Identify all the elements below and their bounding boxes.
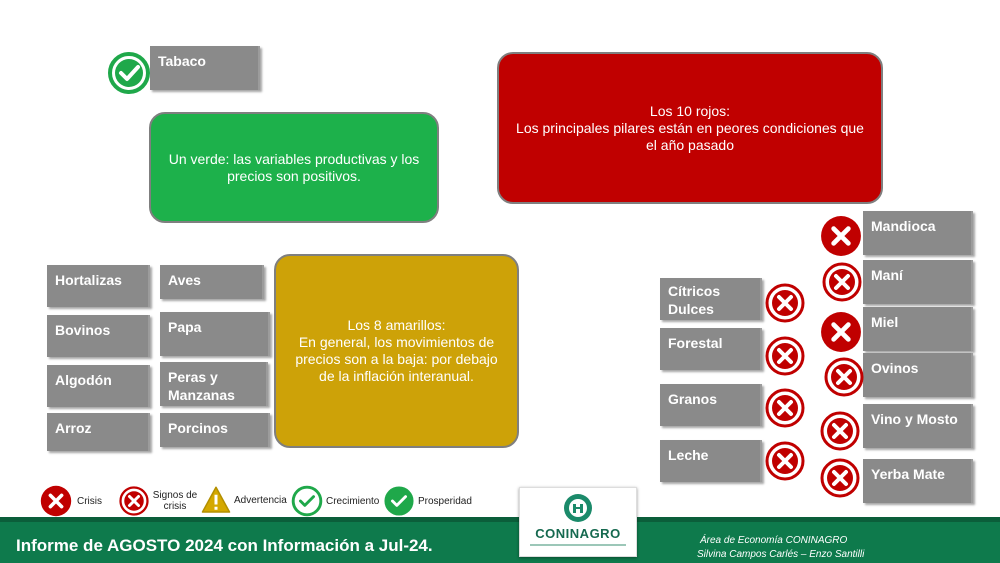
footer-area: Área de Economía CONINAGRO [700,535,848,546]
tile-yerba-mate: Yerba Mate [863,459,973,503]
x-circle-icon [822,262,862,307]
x-circle-icon [765,283,805,328]
yellow-summary-panel [274,254,519,448]
crisis-icon [40,485,72,517]
red-summary-panel [497,52,883,204]
footer-title: Informe de AGOSTO 2024 con Información a Jul-24. [16,536,433,555]
tile-forestal: Forestal [660,328,762,370]
tile-leche: Leche [660,440,762,482]
legend-crisis-label: Crisis [77,495,102,507]
legend-crecimiento [291,485,379,517]
x-circle-icon [765,441,805,486]
coninagro-logo-card [519,487,637,557]
tile-peras-manzanas: Peras y Manzanas [160,362,268,406]
tile-hortalizas: Hortalizas [47,265,150,307]
tile-papa: Papa [160,312,270,356]
prosperity-check-icon [107,51,151,100]
legend-crisis [40,485,102,517]
tile-bovinos: Bovinos [47,315,150,357]
legend-signos-label: Signos de crisis [152,490,198,512]
tile-mani: Maní [863,260,973,304]
tile-mandioca: Mandioca [863,211,973,255]
x-circle-icon [820,311,862,358]
coninagro-logo-icon [563,493,593,523]
tile-granos: Granos [660,384,762,426]
legend-prosperidad-label: Prosperidad [418,495,472,507]
tile-vino-mosto: Vino y Mosto [863,404,973,448]
prosperity-check-icon [383,485,415,517]
green-summary-panel [149,112,439,223]
green-summary-text: Un verde: las variables productivas y los precios son positivos. [168,150,420,184]
coninagro-logo-tagline [530,544,626,546]
legend-advertencia-label: Advertencia [234,494,287,506]
legend-advertencia [201,485,287,515]
tile-arroz: Arroz [47,413,150,451]
tile-porcinos: Porcinos [160,413,270,447]
tile-aves: Aves [160,265,264,299]
tile-tabaco: Tabaco [150,46,260,90]
footer-authors: Silvina Campos Carlés – Enzo Santilli [697,549,865,560]
legend-crecimiento-label: Crecimiento [326,495,380,507]
yellow-summary-title: Los 8 amarillos: [347,317,446,333]
warning-crisis-icon [119,486,149,516]
yellow-summary-text: En general, los movimientos de precios son a la baja: por debajo de la inflación interanual. [295,334,498,384]
legend-prosperidad [383,485,472,517]
x-circle-icon [820,458,860,503]
x-circle-icon [820,411,860,456]
tile-ovinos: Ovinos [863,353,973,397]
coninagro-logo-text: CONINAGRO [535,526,621,541]
warning-triangle-icon [201,485,231,515]
red-summary-title: Los 10 rojos: [649,102,731,119]
x-circle-icon [820,215,862,262]
x-circle-icon [765,388,805,433]
tile-citricos-dulces: Cítricos Dulces [660,278,762,320]
legend-signos-crisis [119,486,198,516]
red-summary-text: Los principales pilares están en peores condiciones que el año pasado [516,119,864,153]
x-circle-icon [824,357,864,402]
tile-algodon: Algodón [47,365,150,407]
tile-miel: Miel [863,307,973,351]
x-circle-icon [765,336,805,381]
growth-check-icon [291,485,323,517]
